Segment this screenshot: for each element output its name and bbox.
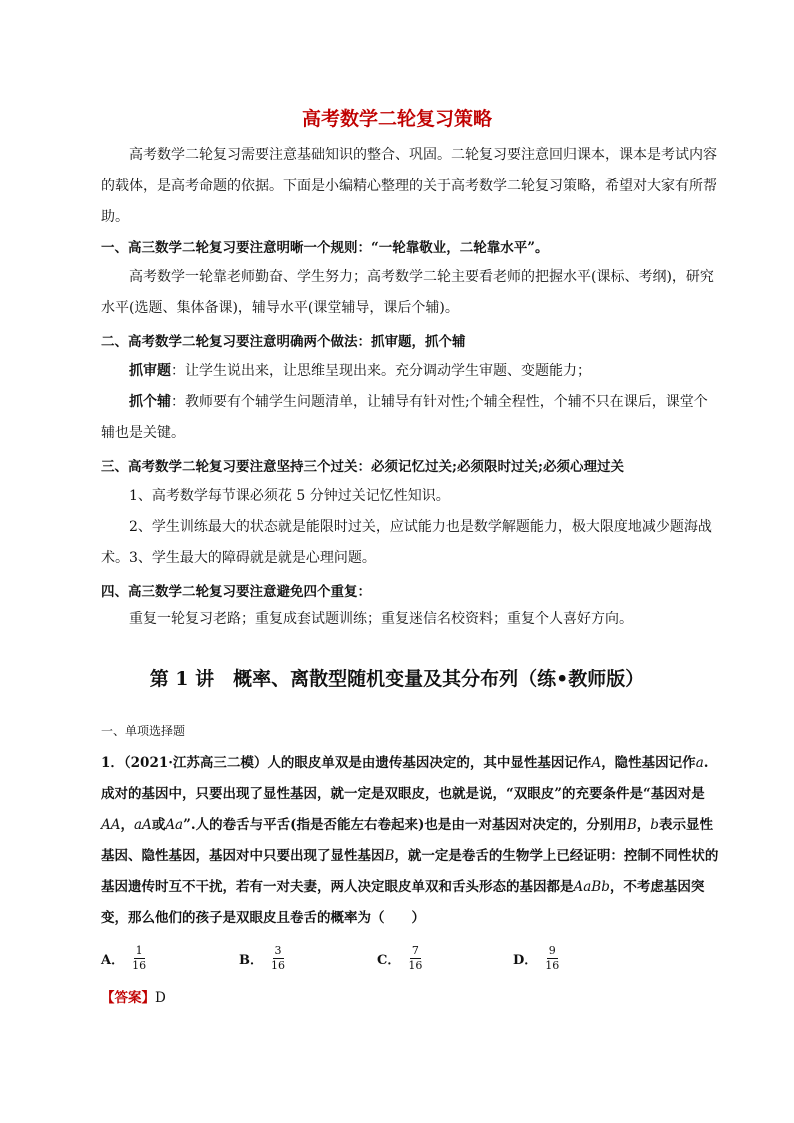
fraction-denominator: 16 <box>271 958 285 972</box>
section-4-heading: 四、高三数学二轮复习要注意避免四个重复： <box>101 584 371 600</box>
math-symbol: AA <box>101 817 121 833</box>
fraction-denominator: 16 <box>545 958 560 972</box>
option-label: B． <box>239 952 263 968</box>
math-symbol: B <box>384 848 395 864</box>
question-text-part: ，就一定是卷舌的生物学上已经证明：控制不同性状的基因遗传时互不干扰，若有一对夫妻，两人决定眼皮单双和舌头形态的基因都是 <box>101 848 719 895</box>
option-label: A． <box>101 952 125 968</box>
lesson-title: 第 1 讲 概率、离散型随机变量及其分布列（练•教师版） <box>149 668 645 690</box>
section-3-heading: 三、高考数学二轮复习要注意坚持三个过关：必须记忆过关;必须限时过关;必须心理过关 <box>101 459 624 475</box>
answer-line <box>101 986 166 1006</box>
math-symbol: A <box>591 755 602 771</box>
section-2-para-1-text: ：让学生说出来，让思维呈现出来。充分调动学生审题、变题能力； <box>171 363 591 379</box>
fraction-numerator: 1 <box>135 943 143 957</box>
question-text-part: ，隐性基因记作 <box>601 755 696 771</box>
fraction-numerator: 3 <box>274 943 282 957</box>
option-b[interactable] <box>239 938 285 978</box>
question-text-part: 或 <box>151 817 166 833</box>
question-section-heading: 一、单项选择题 <box>101 724 186 738</box>
option-label: D． <box>513 952 538 968</box>
math-symbol: b <box>650 817 659 833</box>
question-text-part: 人的眼皮单双是由遗传基因决定的，其中显性基因记作 <box>267 755 592 771</box>
math-symbol: aA <box>134 817 152 833</box>
math-symbol: AaBb <box>573 879 610 895</box>
fraction <box>408 944 422 973</box>
question-text-part: ”.人的卷舌与平舌(指是否能左右卷起来)也是由一对基因对决定的，分别用 <box>183 817 627 833</box>
fraction-numerator: 9 <box>548 943 556 957</box>
section-4-text: 重复一轮复习老路；重复成套试题训练；重复迷信名校资料；重复个人喜好方向。 <box>129 611 633 627</box>
answer-value: D <box>155 990 166 1006</box>
option-label: C． <box>377 952 401 968</box>
section-2-para-2-text: ：教师要有个辅学生问题清单，让辅导有针对性;个辅全程性，个辅不只在课后，课堂个辅也是关键。 <box>101 394 708 441</box>
section-3-item-3: 3、学生最大的障碍就是就是心理问题。 <box>129 550 376 566</box>
fraction-denominator: 16 <box>132 958 147 972</box>
math-symbol: a <box>695 755 704 771</box>
question-text-part: 表示显性基因、隐性基因，基因对中只要出现了显性基因 <box>101 817 713 864</box>
question-source: （2021·江苏高三二模） <box>123 755 268 771</box>
section-3-item-1: 1、高考数学每节课必须花 5 分钟过关记忆性知识。 <box>129 488 450 504</box>
option-c[interactable] <box>377 938 422 978</box>
fraction <box>545 944 559 973</box>
question-number: 1． <box>101 755 124 771</box>
section-1-heading: 一、高三数学二轮复习要注意明晰一个规则：“一轮靠敬业，二轮靠水平”。 <box>101 240 549 256</box>
fraction-denominator: 16 <box>408 958 423 972</box>
section-2-para-1 <box>101 356 721 387</box>
answer-label: 【答案】 <box>101 990 155 1006</box>
math-symbol: Aa <box>165 817 184 833</box>
intro-paragraph: 高考数学二轮复习需要注意基础知识的整合、巩固。二轮复习要注意回归课本，课本是考试内容的载体，是高考命题的依据。下面是小编精心整理的关于高考数学二轮复习策略，希望对大家有所帮助。 <box>101 147 717 225</box>
math-symbol: B <box>626 817 637 833</box>
section-2-para-2-label: 抓个辅 <box>129 394 171 410</box>
question-text-part: ，不考虑基因突变，那么他们的孩子是双眼皮且卷舌的概率为（ ） <box>101 879 705 926</box>
question-text-part: ， <box>636 817 651 833</box>
page-title: 高考数学二轮复习策略 <box>301 108 492 130</box>
section-3-item-2: 2、学生训练最大的状态就是能限时过关，应试能力也是数学解题能力，极大限度地减少题海战术。 <box>101 519 712 566</box>
answer-options <box>101 938 721 978</box>
section-2-heading: 二、高考数学二轮复习要注意明确两个做法：抓审题，抓个辅 <box>101 334 466 350</box>
fraction-numerator: 7 <box>411 943 419 957</box>
fraction <box>132 944 146 973</box>
question-text-part: .成对的基因中，只要出现了显性基因，就一定是双眼皮，也就是说，“双眼皮”的充要条件是“基因对是 <box>101 755 709 802</box>
question-1-text <box>101 748 721 934</box>
question-text-part: ， <box>120 817 134 833</box>
section-2-para-2 <box>101 387 721 449</box>
option-a[interactable] <box>101 938 146 978</box>
option-d[interactable] <box>513 938 559 978</box>
section-2-para-1-label: 抓审题 <box>129 363 171 379</box>
section-1-text: 高考数学一轮靠老师勤奋、学生努力；高考数学二轮主要看老师的把握水平(课标、考纲)，研究水平(选题、集体备课)，辅导水平(课堂辅导，课后个辅)。 <box>101 269 714 316</box>
fraction <box>271 944 285 973</box>
